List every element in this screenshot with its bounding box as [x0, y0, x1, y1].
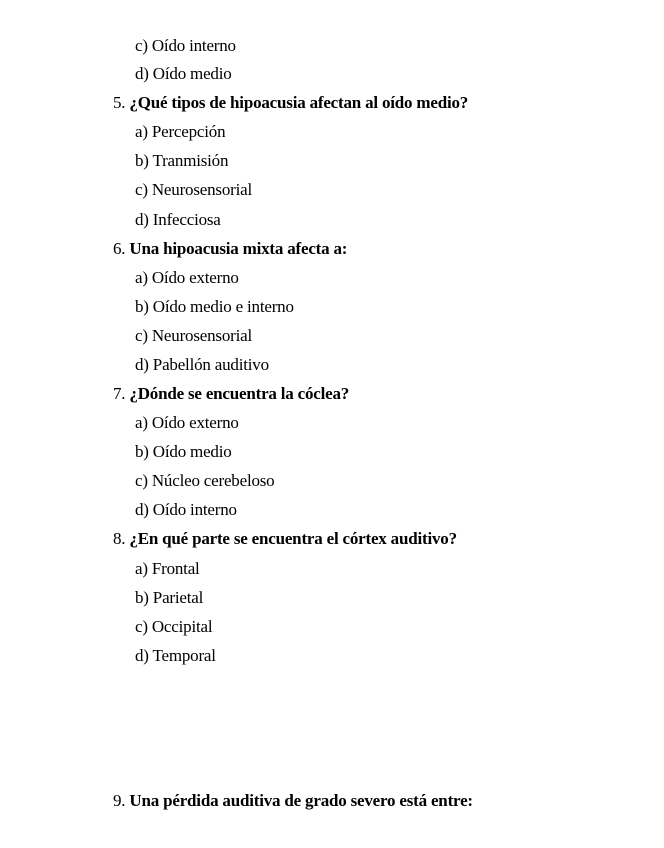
question-8 [113, 529, 457, 549]
option-item: d) Temporal [135, 646, 216, 665]
option-item: d) Oído interno [135, 500, 237, 519]
question-number: 6. [113, 239, 126, 258]
option-item: b) Parietal [135, 588, 204, 607]
option-item: d) Oído medio [135, 64, 232, 83]
option-item: a) Percepción [135, 122, 226, 141]
option-item: c) Núcleo cerebeloso [135, 471, 275, 490]
option-item: c) Oído interno [135, 36, 236, 55]
option-item: b) Oído medio [135, 442, 232, 461]
option-item: c) Neurosensorial [135, 326, 252, 345]
option-item: d) Pabellón auditivo [135, 355, 269, 374]
question-9 [113, 791, 473, 811]
question-text: ¿Dónde se encuentra la cóclea? [129, 384, 350, 403]
question-text: ¿Qué tipos de hipoacusia afectan al oído medio? [129, 93, 469, 112]
option-item: b) Tranmisión [135, 151, 229, 170]
option-item: a) Oído externo [135, 413, 239, 432]
question-number: 7. [113, 384, 126, 403]
question-text: Una hipoacusia mixta afecta a: [129, 239, 348, 258]
question-number: 9. [113, 791, 126, 810]
option-item: d) Infecciosa [135, 210, 221, 229]
option-item: c) Neurosensorial [135, 180, 252, 199]
option-item: c) Occipital [135, 617, 213, 636]
question-6 [113, 239, 347, 259]
option-item: a) Oído externo [135, 268, 239, 287]
question-7 [113, 384, 349, 404]
question-5 [113, 93, 468, 113]
question-number: 5. [113, 93, 126, 112]
question-text: Una pérdida auditiva de grado severo está entre: [129, 791, 473, 810]
question-text: ¿En qué parte se encuentra el córtex auditivo? [129, 529, 457, 548]
question-number: 8. [113, 529, 126, 548]
option-item: a) Frontal [135, 559, 200, 578]
option-item: b) Oído medio e interno [135, 297, 294, 316]
